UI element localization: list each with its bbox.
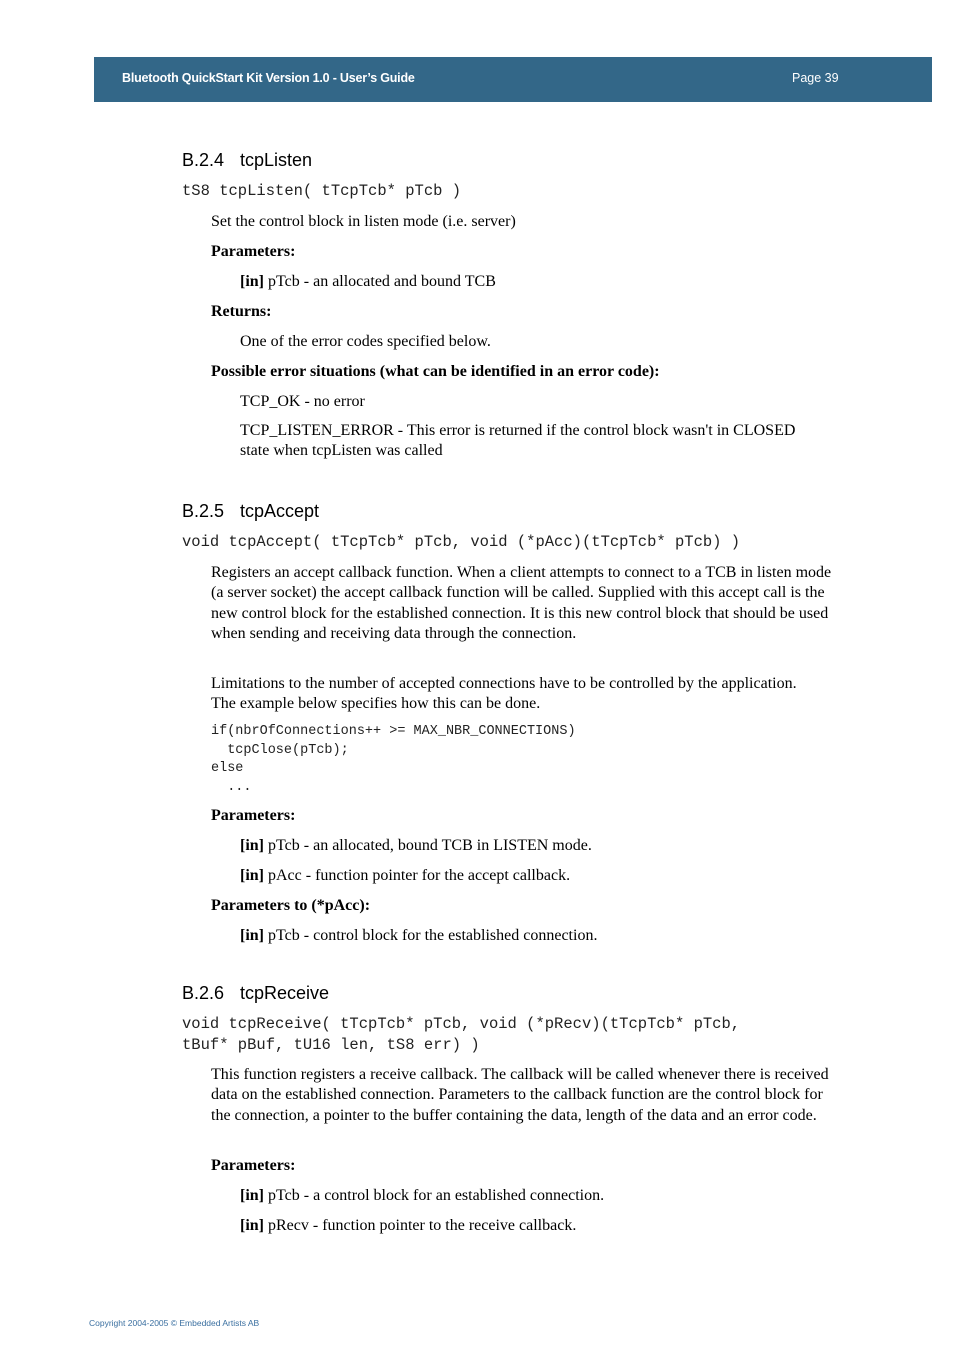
error-item: TCP_OK - no error [240,393,365,410]
returns-label: Returns: [211,303,272,320]
param-direction: [in] [240,273,264,290]
function-description: Set the control block in listen mode (i.e. server) [211,213,516,230]
param-direction: [in] [240,867,264,884]
copyright-footer: Copyright 2004-2005 © Embedded Artists AB [89,1318,260,1328]
parameter-item [240,1186,840,1206]
errors-label: Possible error situations (what can be identified in an error code): [211,363,660,380]
param-text: pTcb - an allocated, bound TCB in LISTEN mode. [264,837,592,854]
function-signature: void tcpAccept( tTcpTcb* pTcb, void (*pAcc)(tTcpTcb* pTcb) ) [182,533,741,551]
parameters-label: Parameters: [211,1157,296,1174]
section-heading-tcpreceive [182,983,329,1004]
section-number: B.2.5 [182,501,225,521]
section-heading-tcplisten [182,150,312,171]
param-text: pAcc - function pointer for the accept callback. [264,867,571,884]
section-title: tcpListen [240,150,313,170]
param-text: pTcb - a control block for an established connection. [264,1187,605,1204]
param-direction: [in] [240,927,264,944]
section-title: tcpReceive [240,983,330,1003]
parameter-item [240,926,840,946]
parameter-item [240,836,840,856]
error-item: TCP_LISTEN_ERROR - This error is returned if the control block wasn't in CLOSED state when tcpListen was called [240,422,796,460]
parameter-item [240,866,840,886]
section-title: tcpAccept [240,501,320,521]
page-header [94,57,932,102]
page-number: Page 39 [792,71,839,85]
limitations-text: Limitations to the number of accepted connections have to be controlled by the application. The example below specifies how this can be done. [211,675,797,713]
function-signature: tS8 tcpListen( tTcpTcb* pTcb ) [182,182,462,200]
param-text: pTcb - an allocated and bound TCB [264,273,496,290]
param-text: pTcb - control block for the established connection. [264,927,598,944]
param-direction: [in] [240,1187,264,1204]
parameter-item [240,272,840,292]
function-description: Registers an accept callback function. When a client attempts to connect to a TCB in listen mode (a server socket) the accept callback function will be called. Supplied with this accept call is the new control block for the established connection. It is this new control block that should be used when sending and receiving data through the connection. [211,564,832,643]
param-direction: [in] [240,837,264,854]
callback-parameters-label: Parameters to (*pAcc): [211,897,371,914]
function-description: This function registers a receive callback. The callback will be called whenever there is received data on the established connection. Parameters to the callback function are the control block for the connection, a pointer to the buffer containing the data, length of the data and an error code. [211,1066,829,1124]
document-title: Bluetooth QuickStart Kit Version 1.0 - User’s Guide [122,71,415,85]
parameters-label: Parameters: [211,807,296,824]
section-number: B.2.6 [182,983,225,1003]
section-number: B.2.4 [182,150,225,170]
section-heading-tcpaccept [182,501,319,522]
parameters-label: Parameters: [211,243,296,260]
returns-text: One of the error codes specified below. [240,333,491,350]
function-signature: void tcpReceive( tTcpTcb* pTcb, void (*pRecv)(tTcpTcb* pTcb, tBuf* pBuf, tU16 len, tS8 err) ) [182,1015,741,1054]
parameter-item [240,1216,840,1236]
param-direction: [in] [240,1217,264,1234]
code-example: if(nbrOfConnections++ >= MAX_NBR_CONNECTIONS) tcpClose(pTcb); else ... [211,724,576,795]
param-text: pRecv - function pointer to the receive callback. [264,1217,577,1234]
